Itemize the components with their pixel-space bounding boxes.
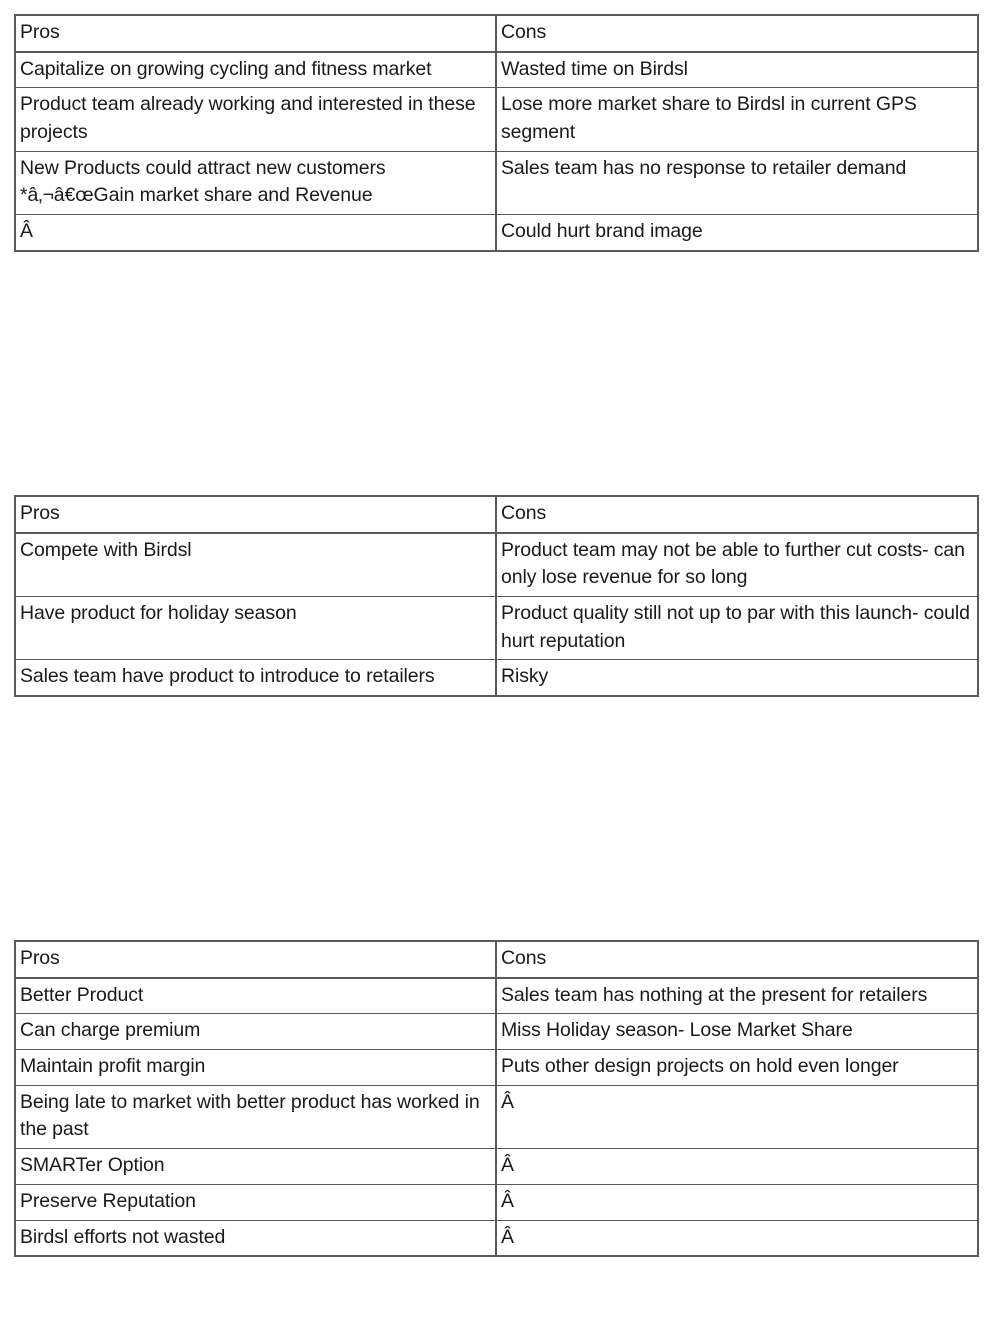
- column-header-cons: Cons: [496, 15, 978, 52]
- column-header-pros: Pros: [15, 15, 496, 52]
- pros-cell: Capitalize on growing cycling and fitness market: [15, 52, 496, 88]
- cons-cell: Risky: [496, 660, 978, 696]
- pros-cons-table-1: [14, 14, 979, 252]
- table-row: [15, 1220, 978, 1256]
- pros-cell: Can charge premium: [15, 1014, 496, 1050]
- cons-cell: Product team may not be able to further cut costs- can only lose revenue for so long: [496, 533, 978, 597]
- table-row: [15, 533, 978, 597]
- cons-cell: Miss Holiday season- Lose Market Share: [496, 1014, 978, 1050]
- table-header-row: [15, 496, 978, 533]
- cons-cell: Puts other design projects on hold even longer: [496, 1050, 978, 1086]
- column-header-pros: Pros: [15, 496, 496, 533]
- pros-cell: Â: [15, 215, 496, 251]
- table-row: [15, 1050, 978, 1086]
- pros-cell: New Products could attract new customers *â‚¬â€œGain market share and Revenue: [15, 151, 496, 214]
- pros-cons-table-3: [14, 940, 979, 1257]
- table-row: [15, 597, 978, 660]
- cons-cell: Sales team has no response to retailer demand: [496, 151, 978, 214]
- table-row: [15, 660, 978, 696]
- cons-cell: Â: [496, 1184, 978, 1220]
- table-header-row: [15, 15, 978, 52]
- table-row: [15, 88, 978, 151]
- cons-cell: Product quality still not up to par with this launch- could hurt reputation: [496, 597, 978, 660]
- table-row: [15, 151, 978, 214]
- pros-cell: Product team already working and interested in these projects: [15, 88, 496, 151]
- column-header-cons: Cons: [496, 496, 978, 533]
- pros-cell: Maintain profit margin: [15, 1050, 496, 1086]
- pros-cell: Preserve Reputation: [15, 1184, 496, 1220]
- cons-cell: Â: [496, 1085, 978, 1148]
- pros-cell: Better Product: [15, 978, 496, 1014]
- table-row: [15, 1085, 978, 1148]
- pros-cons-table-2: [14, 495, 979, 697]
- pros-cell: Compete with Birdsl: [15, 533, 496, 597]
- table-row: [15, 1149, 978, 1185]
- column-header-pros: Pros: [15, 941, 496, 978]
- pros-cell: Being late to market with better product has worked in the past: [15, 1085, 496, 1148]
- pros-cell: Have product for holiday season: [15, 597, 496, 660]
- cons-cell: Sales team has nothing at the present for retailers: [496, 978, 978, 1014]
- cons-cell: Could hurt brand image: [496, 215, 978, 251]
- table-row: [15, 1014, 978, 1050]
- cons-cell: Â: [496, 1220, 978, 1256]
- column-header-cons: Cons: [496, 941, 978, 978]
- table-row: [15, 215, 978, 251]
- table-row: [15, 1184, 978, 1220]
- table-row: [15, 52, 978, 88]
- table-header-row: [15, 941, 978, 978]
- cons-cell: Wasted time on Birdsl: [496, 52, 978, 88]
- pros-cell: Sales team have product to introduce to retailers: [15, 660, 496, 696]
- cons-cell: Â: [496, 1149, 978, 1185]
- pros-cell: SMARTer Option: [15, 1149, 496, 1185]
- table-row: [15, 978, 978, 1014]
- pros-cell: Birdsl efforts not wasted: [15, 1220, 496, 1256]
- cons-cell: Lose more market share to Birdsl in current GPS segment: [496, 88, 978, 151]
